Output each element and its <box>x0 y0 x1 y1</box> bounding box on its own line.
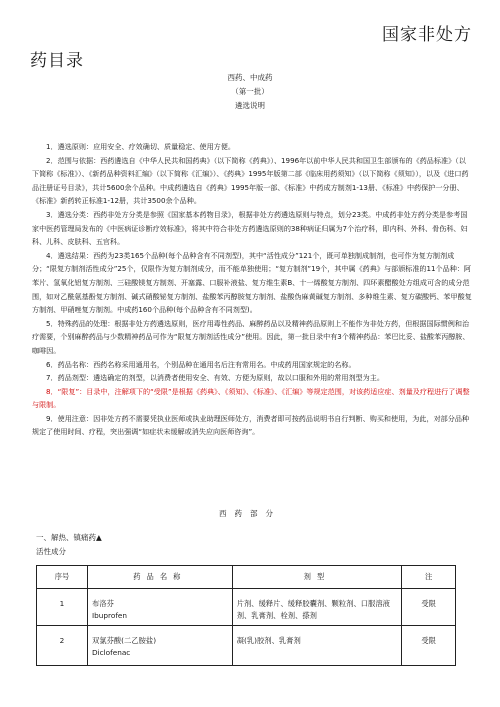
row-note: 受限 <box>402 598 456 626</box>
category-heading: 一、解热、镇痛药▲ <box>36 533 102 542</box>
subtitle-section: 遴选说明 <box>235 101 265 110</box>
note-paragraph-4: 4．遴选结果：西药为23类165个品种(每个品种含有不同剂型)，其中“活性成分”121个，既可单独制成制剂，也可作为复方制剂成分；“限复方制剂活性成分”25个，仅限作为复方制剂成分，而不能单独使用；“复方制剂”19个，其中属《药典》与部颁标准的11个品种：阿苯片、氢氧化铝复方制剂、三硅酸镁复方制剂、开塞露、口服补液盐、复方维生素B、十一烯酸复方制剂、四环素醋酸处方组成可含的成分范围，如对乙酰氨基酚复方制剂、碱式硝酸铋复方制剂、盐酸苯丙醇胺复方制剂、盐酸伪麻黄碱复方制剂、多种维生素、复方碳酸钙、苯甲酸复方制剂、甲硝唑复方制剂。中成药160个品种(每个品种含有不同剂型)。 <box>32 250 472 315</box>
note-paragraph-6: 6．药品名称：西药名称采用通用名，个别品种在通用名后注有常用名。中成药用国家规定的名称。 <box>46 359 356 369</box>
table-row <box>37 635 456 659</box>
header-note: 注 <box>402 566 456 589</box>
drug-name-cn: 布洛芬 <box>91 599 114 608</box>
note-paragraph-5: 5．特殊药品的处理：根据非处方药遴选原则，医疗用毒性药品、麻醉药品以及精神药品原则上不能作为非处方药，但根据国际惯例和治疗需要，个别麻醉药品与少数精神药品可作为“限复方制剂活性成分”使用。因此，第一批目录中有3个精神药品：苯巴比妥、盐酸苯丙醇胺、咖啡因。 <box>32 318 470 355</box>
row-no: 2 <box>37 635 88 659</box>
document-title-line1: 国家非处方 <box>382 25 472 45</box>
note-paragraph-3: 3．遴选分类：西药非处方分类是参照《国家基本药物目录》，根据非处方药遴选原则与特点，划分23类。中成药非处方药分类是参考国家中医药管理局发布的《中医病证诊断疗效标准》，将其中符合非处方药遴选原则的38种病证归属为7个治疗科，即内科、外科、骨伤科、妇科、儿科、皮肤科、五官科。 <box>32 209 468 247</box>
row-name <box>87 635 232 659</box>
note-paragraph-8: 8．“限复”：目录中，注解项下的“受限”是根据《药典》、《须知》、《标准》、《汇编》等规定范围，对该药适应症、剂量及疗程进行了调整与限制。 <box>32 386 470 410</box>
note-paragraph-1: 1．遴选原则：应用安全、疗效确切、质量稳定、使用方便。 <box>46 142 235 151</box>
header-name: 药品名称 <box>87 566 232 589</box>
row-note: 受限 <box>402 635 456 659</box>
row-no: 1 <box>37 598 88 626</box>
row-form: 凝(乳)胶剂、乳膏剂 <box>232 635 402 659</box>
selection-notes <box>32 140 472 439</box>
note-paragraph-9: 9．使用注意：因非处方药不需要凭执业医师或执业助理医师处方，消费者即可按药品说明书自行判断、购买和使用，为此，对部分品种规定了使用时间、疗程，突出强调“如症状未缓解或消失应向医师咨询”。 <box>32 413 470 437</box>
drug-name-en: Ibuprofen <box>91 611 128 620</box>
subcategory-heading: 活性成分 <box>36 547 66 556</box>
document-title-line2: 药目录 <box>30 51 84 71</box>
note-paragraph-7: 7．药品剂型：遴选确定的剂型，以消费者使用安全、有效、方便为原则，故以口服和外用的常用剂型为主。 <box>46 373 384 383</box>
drug-table <box>36 565 456 666</box>
section-title: 西药部分 <box>219 509 281 518</box>
header-form: 剂型 <box>232 566 402 589</box>
table-header-row <box>37 566 456 589</box>
subtitle-batch: （第一批） <box>231 87 269 96</box>
table-row <box>37 598 456 626</box>
header-no: 序号 <box>37 566 88 589</box>
row-name <box>87 598 232 626</box>
drug-name-en: Diclofenac <box>91 648 131 657</box>
row-form: 片剂、缓释片、缓释胶囊剂、颗粒剂、口服溶液剂、乳膏剂、栓剂、搽剂 <box>232 598 402 626</box>
note-paragraph-2: 2．范围与依据：西药遴选自《中华人民共和国药典》（以下简称《药典》）、1996年以前中华人民共和国卫生部颁布的《药品标准》（以下简称《标准》）、《新药品种资料汇编》（以下简称《汇编》）、《药典》1995年版第二部《临床用药须知》（以下简称《须知》），以及《进口药品注册证号目录》，共计5600余个品种。中成药遴选自《药典》1995年版一部、《标准》中药成方制剂1-13册、《标准》中药保护一分册、《标准》新药转正标准1-12册，共计3500余个品种。 <box>32 155 469 206</box>
subtitle-category: 西药、中成药 <box>227 73 273 82</box>
drug-name-cn: 双氯芬酸(二乙胺盐) <box>91 636 157 645</box>
